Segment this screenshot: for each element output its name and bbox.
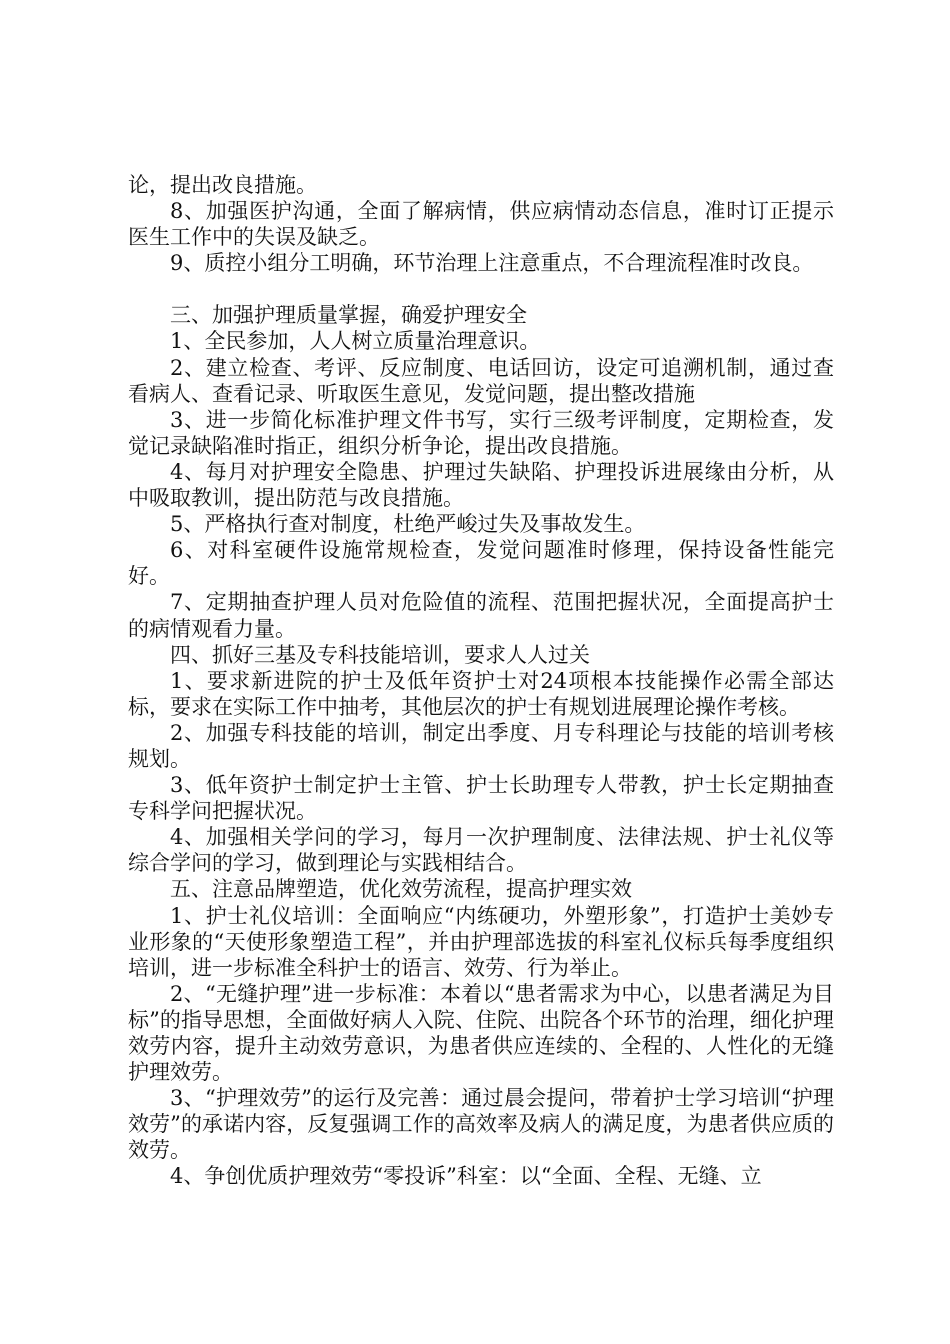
paragraph: 3、进一步简化标准护理文件书写，实行三级考评制度，定期检查，发觉记录缺陷准时指正，组织分析争论，提出改良措施。 (128, 407, 834, 458)
document-body (128, 172, 834, 1190)
paragraph: 3、低年资护士制定护士主管、护士长助理专人带教，护士长定期抽查专科学问把握状况。 (128, 773, 834, 824)
paragraph: 2、“无缝护理”进一步标准：本着以“患者需求为中心，以患者满足为目标”的指导思想，全面做好病人入院、住院、出院各个环节的治理，细化护理效劳内容，提升主动效劳意识，为患者供应连续的、全程的、人性化的无缝护理效劳。 (128, 981, 834, 1085)
paragraph: 2、建立检查、考评、反应制度、电话回访，设定可追溯机制，通过查看病人、查看记录、听取医生意见，发觉问题，提出整改措施 (128, 355, 834, 406)
section-heading: 三、加强护理质量掌握，确爱护理安全 (170, 303, 527, 328)
section-heading: 五、注意品牌塑造，优化效劳流程，提高护理实效 (170, 877, 632, 902)
paragraph: 2、加强专科技能的培训，制定出季度、月专科理论与技能的培训考核规划。 (128, 720, 834, 771)
paragraph: 1、要求新进院的护士及低年资护士对24项根本技能操作必需全部达标，要求在实际工作中抽考，其他层次的护士有规划进展理论操作考核。 (128, 668, 834, 719)
paragraph: 6、对科室硬件设施常规检查，发觉问题准时修理，保持设备性能完好。 (128, 538, 834, 589)
paragraph: 5、严格执行查对制度，杜绝严峻过失及事故发生。 (170, 512, 646, 537)
paragraph: 1、护士礼仪培训：全面响应“内练硬功，外塑形象”，打造护士美妙专业形象的“天使形象塑造工程”，并由护理部选拔的科室礼仪标兵每季度组织培训，进一步标准全科护士的语言、效劳、行为举止。 (128, 903, 834, 980)
paragraph: 9、质控小组分工明确，环节治理上注意重点，不合理流程准时改良。 (170, 251, 814, 276)
section-heading: 四、抓好三基及专科技能培训，要求人人过关 (170, 642, 590, 667)
paragraph: 4、每月对护理安全隐患、护理过失缺陷、护理投诉进展缘由分析，从中吸取教训，提出防范与改良措施。 (128, 459, 834, 511)
paragraph: 8、加强医护沟通，全面了解病情，供应病情动态信息，准时订正提示医生工作中的失误及缺乏。 (128, 199, 834, 250)
paragraph: 1、全民参加，人人树立质量治理意识。 (170, 329, 541, 354)
paragraph: 论，提出改良措施。 (128, 173, 317, 197)
paragraph: 3、“护理效劳”的运行及完善：通过晨会提问，带着护士学习培训“护理效劳”的承诺内容，反复强调工作的高效率及病人的满足度，为患者供应质的效劳。 (128, 1086, 834, 1163)
paragraph: 4、争创优质护理效劳“零投诉”科室：以“全面、全程、无缝、立 (170, 1164, 762, 1189)
paragraph: 7、定期抽查护理人员对危险值的流程、范围把握状况，全面提高护士的病情观看力量。 (128, 590, 834, 641)
paragraph: 4、加强相关学问的学习，每月一次护理制度、法律法规、护士礼仪等综合学问的学习，做到理论与实践相结合。 (128, 825, 834, 876)
